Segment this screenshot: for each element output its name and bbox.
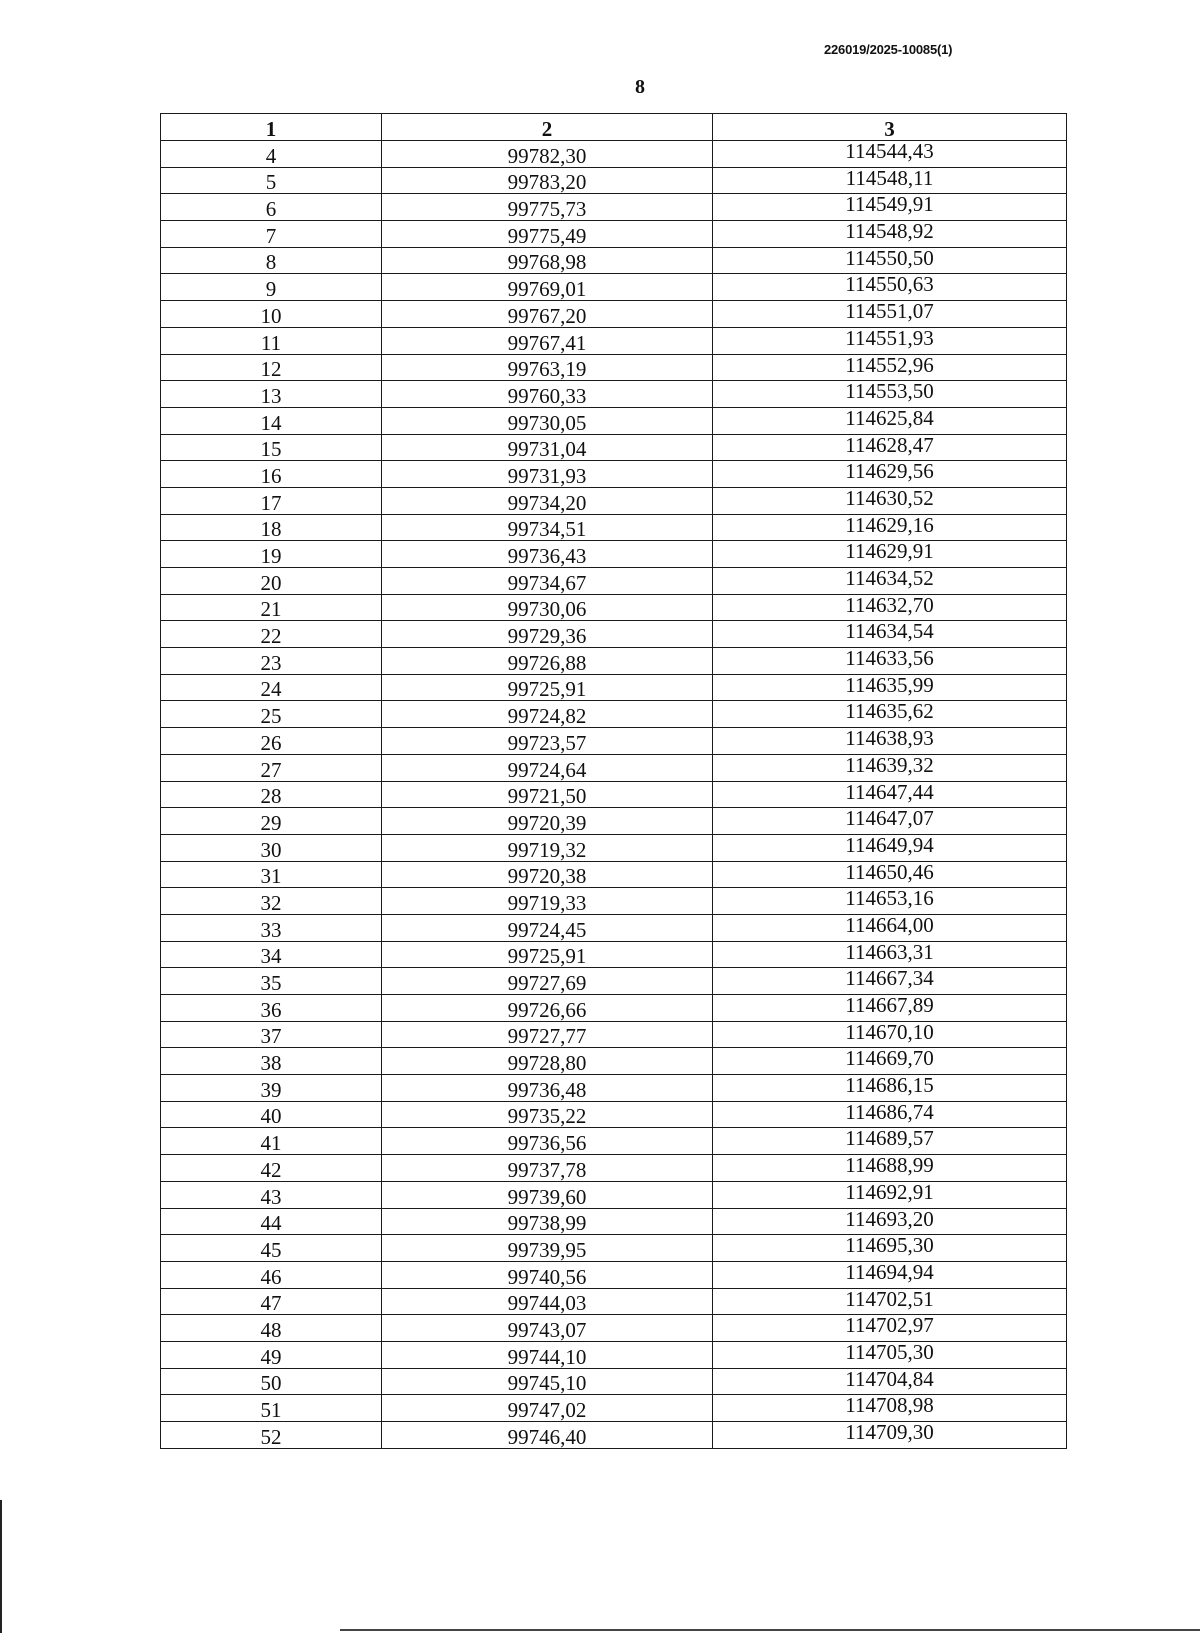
cell-y-coordinate: 114705,30 [713, 1341, 1067, 1368]
table-row [161, 648, 1067, 675]
table-row [161, 888, 1067, 915]
table-row [161, 621, 1067, 648]
cell-x-coordinate: 99736,48 [382, 1075, 713, 1102]
cell-point-number: 44 [161, 1208, 382, 1235]
cell-x-coordinate: 99768,98 [382, 247, 713, 274]
cell-y-coordinate: 114548,11 [713, 167, 1067, 194]
cell-y-coordinate: 114551,93 [713, 327, 1067, 354]
cell-x-coordinate: 99721,50 [382, 781, 713, 808]
cell-y-coordinate: 114663,31 [713, 941, 1067, 968]
cell-x-coordinate: 99782,30 [382, 141, 713, 168]
cell-x-coordinate: 99747,02 [382, 1395, 713, 1422]
cell-x-coordinate: 99767,20 [382, 301, 713, 328]
cell-point-number: 52 [161, 1422, 382, 1449]
cell-x-coordinate: 99738,99 [382, 1208, 713, 1235]
cell-point-number: 5 [161, 167, 382, 194]
table-row [161, 194, 1067, 221]
cell-y-coordinate: 114629,56 [713, 461, 1067, 488]
cell-y-coordinate: 114550,63 [713, 274, 1067, 301]
table-row [161, 1235, 1067, 1262]
cell-point-number: 46 [161, 1261, 382, 1288]
cell-point-number: 31 [161, 861, 382, 888]
cell-point-number: 14 [161, 407, 382, 434]
cell-x-coordinate: 99743,07 [382, 1315, 713, 1342]
cell-x-coordinate: 99734,51 [382, 514, 713, 541]
table-row [161, 541, 1067, 568]
cell-x-coordinate: 99726,66 [382, 995, 713, 1022]
table-row [161, 381, 1067, 408]
cell-point-number: 32 [161, 888, 382, 915]
cell-point-number: 15 [161, 434, 382, 461]
cell-y-coordinate: 114638,93 [713, 728, 1067, 755]
column-header-y: 3 [713, 114, 1067, 141]
cell-x-coordinate: 99740,56 [382, 1261, 713, 1288]
cell-point-number: 17 [161, 487, 382, 514]
table-row [161, 674, 1067, 701]
scan-edge-mark [340, 1629, 1200, 1631]
cell-y-coordinate: 114625,84 [713, 407, 1067, 434]
cell-point-number: 33 [161, 914, 382, 941]
table-row [161, 301, 1067, 328]
cell-x-coordinate: 99731,04 [382, 434, 713, 461]
table-row [161, 1208, 1067, 1235]
cell-point-number: 29 [161, 808, 382, 835]
cell-point-number: 21 [161, 594, 382, 621]
cell-point-number: 22 [161, 621, 382, 648]
table-row [161, 141, 1067, 168]
table-row [161, 1075, 1067, 1102]
cell-y-coordinate: 114639,32 [713, 754, 1067, 781]
table-row [161, 407, 1067, 434]
cell-x-coordinate: 99775,73 [382, 194, 713, 221]
cell-x-coordinate: 99760,33 [382, 381, 713, 408]
table-row [161, 1395, 1067, 1422]
cell-y-coordinate: 114693,20 [713, 1208, 1067, 1235]
cell-x-coordinate: 99726,88 [382, 648, 713, 675]
cell-y-coordinate: 114694,94 [713, 1261, 1067, 1288]
table-row [161, 1261, 1067, 1288]
cell-x-coordinate: 99736,56 [382, 1128, 713, 1155]
cell-x-coordinate: 99763,19 [382, 354, 713, 381]
cell-y-coordinate: 114667,34 [713, 968, 1067, 995]
table-row [161, 1048, 1067, 1075]
table-row [161, 461, 1067, 488]
table-row [161, 487, 1067, 514]
table-row [161, 914, 1067, 941]
table-row [161, 327, 1067, 354]
table-row [161, 808, 1067, 835]
cell-y-coordinate: 114664,00 [713, 914, 1067, 941]
table-row [161, 1155, 1067, 1182]
cell-point-number: 35 [161, 968, 382, 995]
coordinates-table [160, 113, 1067, 1449]
cell-x-coordinate: 99724,45 [382, 914, 713, 941]
cell-y-coordinate: 114551,07 [713, 301, 1067, 328]
cell-point-number: 48 [161, 1315, 382, 1342]
table-row [161, 568, 1067, 595]
cell-x-coordinate: 99736,43 [382, 541, 713, 568]
cell-y-coordinate: 114688,99 [713, 1155, 1067, 1182]
table-row [161, 861, 1067, 888]
cell-point-number: 10 [161, 301, 382, 328]
cell-y-coordinate: 114708,98 [713, 1395, 1067, 1422]
cell-x-coordinate: 99745,10 [382, 1368, 713, 1395]
cell-y-coordinate: 114653,16 [713, 888, 1067, 915]
table-row [161, 701, 1067, 728]
cell-point-number: 19 [161, 541, 382, 568]
cell-y-coordinate: 114689,57 [713, 1128, 1067, 1155]
cell-point-number: 27 [161, 754, 382, 781]
table-row [161, 354, 1067, 381]
cell-point-number: 23 [161, 648, 382, 675]
cell-x-coordinate: 99723,57 [382, 728, 713, 755]
cell-point-number: 6 [161, 194, 382, 221]
table-row [161, 1128, 1067, 1155]
cell-y-coordinate: 114649,94 [713, 834, 1067, 861]
cell-y-coordinate: 114634,54 [713, 621, 1067, 648]
table-row [161, 754, 1067, 781]
table-row [161, 594, 1067, 621]
document-id: 226019/2025-10085(1) [824, 42, 953, 57]
cell-point-number: 51 [161, 1395, 382, 1422]
table-row [161, 221, 1067, 248]
cell-point-number: 42 [161, 1155, 382, 1182]
cell-point-number: 40 [161, 1101, 382, 1128]
cell-x-coordinate: 99731,93 [382, 461, 713, 488]
cell-point-number: 30 [161, 834, 382, 861]
scan-edge-mark [0, 1500, 2, 1633]
cell-point-number: 28 [161, 781, 382, 808]
cell-point-number: 50 [161, 1368, 382, 1395]
cell-y-coordinate: 114670,10 [713, 1021, 1067, 1048]
cell-y-coordinate: 114628,47 [713, 434, 1067, 461]
cell-x-coordinate: 99725,91 [382, 674, 713, 701]
cell-point-number: 11 [161, 327, 382, 354]
cell-x-coordinate: 99737,78 [382, 1155, 713, 1182]
table-row [161, 941, 1067, 968]
cell-point-number: 24 [161, 674, 382, 701]
cell-x-coordinate: 99735,22 [382, 1101, 713, 1128]
table-row [161, 1315, 1067, 1342]
cell-point-number: 4 [161, 141, 382, 168]
cell-x-coordinate: 99727,77 [382, 1021, 713, 1048]
table-row [161, 834, 1067, 861]
cell-y-coordinate: 114702,51 [713, 1288, 1067, 1315]
cell-y-coordinate: 114647,07 [713, 808, 1067, 835]
cell-y-coordinate: 114630,52 [713, 487, 1067, 514]
cell-x-coordinate: 99744,03 [382, 1288, 713, 1315]
cell-point-number: 38 [161, 1048, 382, 1075]
cell-point-number: 41 [161, 1128, 382, 1155]
cell-point-number: 26 [161, 728, 382, 755]
cell-x-coordinate: 99719,32 [382, 834, 713, 861]
cell-x-coordinate: 99730,06 [382, 594, 713, 621]
cell-point-number: 36 [161, 995, 382, 1022]
cell-y-coordinate: 114629,16 [713, 514, 1067, 541]
cell-x-coordinate: 99724,64 [382, 754, 713, 781]
table-row [161, 247, 1067, 274]
cell-y-coordinate: 114632,70 [713, 594, 1067, 621]
table-row [161, 1021, 1067, 1048]
cell-point-number: 8 [161, 247, 382, 274]
table-row [161, 167, 1067, 194]
cell-y-coordinate: 114709,30 [713, 1422, 1067, 1449]
table-row [161, 781, 1067, 808]
cell-point-number: 45 [161, 1235, 382, 1262]
cell-x-coordinate: 99775,49 [382, 221, 713, 248]
cell-point-number: 34 [161, 941, 382, 968]
cell-x-coordinate: 99730,05 [382, 407, 713, 434]
cell-y-coordinate: 114647,44 [713, 781, 1067, 808]
cell-x-coordinate: 99739,95 [382, 1235, 713, 1262]
cell-x-coordinate: 99727,69 [382, 968, 713, 995]
cell-x-coordinate: 99728,80 [382, 1048, 713, 1075]
cell-x-coordinate: 99739,60 [382, 1181, 713, 1208]
cell-y-coordinate: 114686,74 [713, 1101, 1067, 1128]
cell-point-number: 16 [161, 461, 382, 488]
cell-x-coordinate: 99720,39 [382, 808, 713, 835]
cell-point-number: 25 [161, 701, 382, 728]
table-row [161, 1288, 1067, 1315]
cell-x-coordinate: 99734,67 [382, 568, 713, 595]
cell-y-coordinate: 114667,89 [713, 995, 1067, 1022]
cell-point-number: 9 [161, 274, 382, 301]
table-row [161, 514, 1067, 541]
table-header-row [161, 114, 1067, 141]
table-row [161, 1101, 1067, 1128]
cell-y-coordinate: 114548,92 [713, 221, 1067, 248]
column-header-x: 2 [382, 114, 713, 141]
cell-y-coordinate: 114692,91 [713, 1181, 1067, 1208]
table-row [161, 274, 1067, 301]
cell-y-coordinate: 114629,91 [713, 541, 1067, 568]
cell-point-number: 43 [161, 1181, 382, 1208]
cell-x-coordinate: 99719,33 [382, 888, 713, 915]
table-body [161, 141, 1067, 1449]
cell-x-coordinate: 99725,91 [382, 941, 713, 968]
cell-x-coordinate: 99724,82 [382, 701, 713, 728]
cell-y-coordinate: 114544,43 [713, 141, 1067, 168]
cell-point-number: 18 [161, 514, 382, 541]
table-row [161, 995, 1067, 1022]
cell-y-coordinate: 114702,97 [713, 1315, 1067, 1342]
cell-x-coordinate: 99729,36 [382, 621, 713, 648]
cell-y-coordinate: 114549,91 [713, 194, 1067, 221]
cell-x-coordinate: 99783,20 [382, 167, 713, 194]
cell-point-number: 20 [161, 568, 382, 595]
cell-y-coordinate: 114550,50 [713, 247, 1067, 274]
cell-x-coordinate: 99767,41 [382, 327, 713, 354]
cell-x-coordinate: 99720,38 [382, 861, 713, 888]
cell-y-coordinate: 114635,99 [713, 674, 1067, 701]
cell-point-number: 7 [161, 221, 382, 248]
table-row [161, 1368, 1067, 1395]
cell-y-coordinate: 114633,56 [713, 648, 1067, 675]
table-row [161, 968, 1067, 995]
cell-point-number: 12 [161, 354, 382, 381]
cell-x-coordinate: 99769,01 [382, 274, 713, 301]
page-number: 8 [635, 76, 645, 98]
column-header-point: 1 [161, 114, 382, 141]
cell-y-coordinate: 114704,84 [713, 1368, 1067, 1395]
cell-point-number: 37 [161, 1021, 382, 1048]
cell-point-number: 39 [161, 1075, 382, 1102]
cell-y-coordinate: 114553,50 [713, 381, 1067, 408]
cell-y-coordinate: 114695,30 [713, 1235, 1067, 1262]
cell-point-number: 13 [161, 381, 382, 408]
cell-x-coordinate: 99744,10 [382, 1341, 713, 1368]
cell-y-coordinate: 114635,62 [713, 701, 1067, 728]
table-row [161, 728, 1067, 755]
table-row [161, 1422, 1067, 1449]
cell-y-coordinate: 114650,46 [713, 861, 1067, 888]
table-row [161, 434, 1067, 461]
table-row [161, 1181, 1067, 1208]
cell-point-number: 49 [161, 1341, 382, 1368]
cell-y-coordinate: 114686,15 [713, 1075, 1067, 1102]
cell-y-coordinate: 114669,70 [713, 1048, 1067, 1075]
table-header [161, 114, 1067, 141]
cell-point-number: 47 [161, 1288, 382, 1315]
cell-y-coordinate: 114634,52 [713, 568, 1067, 595]
cell-x-coordinate: 99746,40 [382, 1422, 713, 1449]
table-row [161, 1341, 1067, 1368]
cell-y-coordinate: 114552,96 [713, 354, 1067, 381]
cell-x-coordinate: 99734,20 [382, 487, 713, 514]
